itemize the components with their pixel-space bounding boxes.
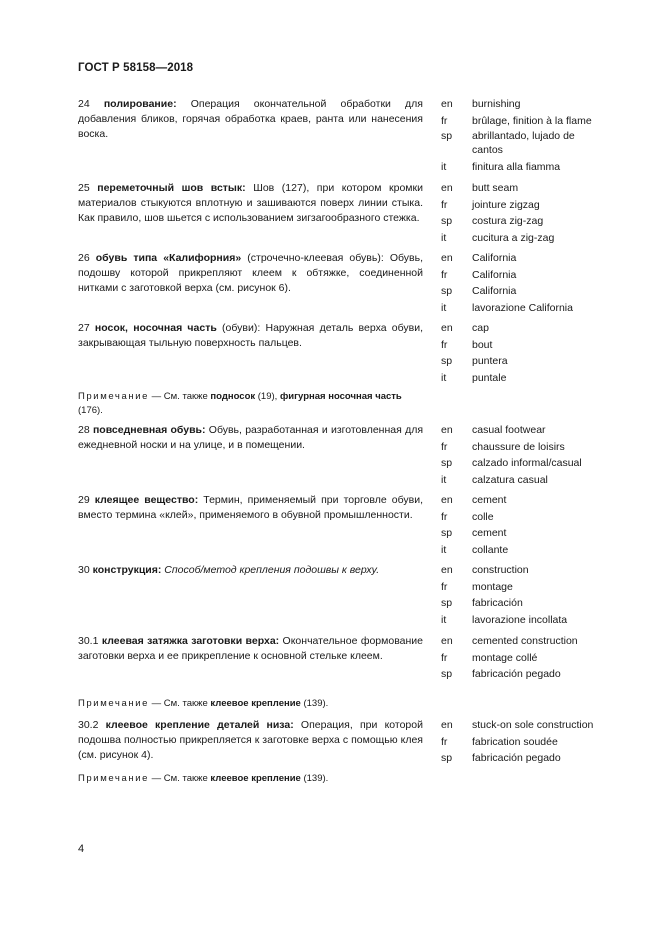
translation-term: butt seam (472, 182, 519, 194)
translation-term: casual footwear (472, 424, 546, 436)
note-text: — См. также (149, 698, 211, 709)
lang-code: it (441, 161, 447, 173)
lang-code: fr (441, 114, 448, 127)
translation-term: cement (472, 527, 507, 539)
translation-term: collante (472, 543, 509, 556)
lang-code: en (441, 98, 453, 110)
translation-term: calzatura casual (472, 473, 548, 486)
lang-code: en (441, 182, 453, 194)
lang-code: en (441, 494, 453, 506)
entry-number: 24 (78, 98, 90, 110)
translation-term: lavorazione incollata (472, 613, 568, 626)
translation-term: chaussure de loisirs (472, 440, 565, 453)
lang-code: en (441, 719, 453, 731)
translations-26 (441, 250, 632, 316)
note-30-2 (78, 772, 423, 786)
entry-term: обувь типа «Калифорния» (95, 252, 242, 264)
term-entry-29 (78, 493, 423, 523)
translation-term: fabrication soudée (472, 735, 558, 748)
note-label: Примечание (78, 773, 149, 784)
lang-code: fr (441, 268, 448, 281)
lang-code: fr (441, 338, 448, 351)
lang-code: fr (441, 651, 448, 664)
translation-term: montage (472, 580, 513, 593)
lang-code: fr (441, 510, 448, 523)
page-number: 4 (78, 843, 85, 855)
note-text: (139). (300, 773, 329, 784)
translations-25 (441, 180, 632, 246)
note-label: Примечание (78, 698, 149, 709)
translation-term: cucitura a zig-zag (472, 231, 555, 244)
note-text: — См. также (149, 773, 211, 784)
translation-term: abrillantado, lujado de cantos (472, 130, 575, 156)
term-entry-30-2 (78, 718, 423, 763)
translation-term: cap (472, 322, 489, 334)
entry-definition: (обуви): Наружная деталь верха обуви, закрывающая тыльную поверхность пальцев. (78, 322, 424, 349)
translation-term: costura zig-zag (472, 215, 544, 227)
lang-code: it (441, 613, 447, 626)
entry-term: конструкция: (92, 564, 162, 576)
translations-28 (441, 422, 632, 488)
lang-code: fr (441, 580, 448, 593)
entry-number: 30 (78, 564, 90, 576)
lang-code: it (441, 231, 447, 244)
lang-code: fr (441, 440, 448, 453)
entry-definition: Термин, применяемый при торговле обуви, вместо термина «клей», применяемого в обувной промышленности. (78, 494, 423, 521)
term-entry-30-1 (78, 634, 423, 664)
note-text: (19), (255, 391, 280, 402)
entry-definition: Операция, при которой подошва полностью прикрепляется к заготовке верха с помощью клея (см. рисунок 4). (78, 719, 423, 761)
entry-number: 25 (78, 182, 90, 194)
entry-term: клеевая затяжка заготовки верха: (101, 635, 280, 647)
lang-code: sp (441, 285, 453, 297)
lang-code: sp (441, 668, 453, 680)
entry-number: 26 (78, 252, 90, 264)
entry-definition: Способ/метод крепления подошвы к верху. (161, 564, 380, 576)
lang-code: it (441, 473, 447, 486)
entry-definition: Обувь, разработанная и изготовленная для ежедневной носки и на улице, и в помещении. (78, 424, 424, 451)
entry-definition: (строчечно-клеевая обувь): Обувь, подошву которой прикрепляют клеем к обтяжке, соединенной нитками с заготовкой верха (см. рисунок 6). (78, 252, 424, 294)
translations-29 (441, 492, 632, 558)
term-entry-30 (78, 563, 423, 578)
note-ref: фигурная носочная часть (279, 391, 402, 402)
lang-code: fr (441, 735, 448, 748)
entry-number: 27 (78, 322, 90, 334)
note-label: Примечание (78, 391, 149, 402)
translation-term: calzado informal/casual (472, 457, 582, 469)
translation-term: cement (472, 494, 507, 506)
note-text: (139). (300, 698, 329, 709)
term-entry-28 (78, 423, 423, 453)
lang-code: sp (441, 457, 453, 469)
translation-term: lavorazione California (472, 301, 573, 314)
lang-code: en (441, 635, 453, 647)
lang-code: en (441, 252, 453, 264)
translation-term: puntale (472, 371, 507, 384)
translation-term: California (472, 285, 517, 297)
entry-term: клеевое крепление деталей низа: (105, 719, 294, 731)
note-27 (78, 390, 423, 418)
term-entry-26 (78, 251, 423, 296)
translation-term: bout (472, 338, 493, 351)
translation-term: burnishing (472, 98, 521, 110)
document-header: ГОСТ Р 58158—2018 (78, 62, 194, 74)
entry-definition: Окончательное формование заготовки верха и ее прикрепление к основной стельке клеем. (78, 635, 423, 662)
translations-24 (441, 96, 632, 176)
lang-code: en (441, 564, 453, 576)
translations-30-2 (441, 717, 632, 767)
translations-30-1 (441, 633, 632, 683)
lang-code: fr (441, 198, 448, 211)
entry-term: полирование: (103, 98, 177, 110)
note-ref: клеевое крепление (210, 698, 301, 709)
term-entry-27 (78, 321, 423, 351)
entry-term: клеящее вещество: (94, 494, 199, 506)
lang-code: it (441, 543, 447, 556)
entry-term: переметочный шов встык: (97, 182, 246, 194)
lang-code: sp (441, 597, 453, 609)
translation-term: fabricación pegado (472, 668, 561, 680)
translation-term: California (472, 252, 517, 264)
translation-term: cemented construction (472, 635, 578, 647)
translation-term: California (472, 268, 517, 281)
term-entry-24 (78, 97, 423, 142)
entry-definition: Операция окончательной обработки для добавления бликов, горячая обработка краев, ранта или нанесения воска. (78, 98, 423, 140)
translation-term: fabricación pegado (472, 752, 561, 764)
translation-term: construction (472, 564, 529, 576)
note-30-1 (78, 697, 423, 711)
translations-30 (441, 562, 632, 628)
note-ref: подносок (210, 391, 256, 402)
entry-term: носок, носочная часть (94, 322, 217, 334)
translation-term: jointure zigzag (472, 198, 540, 211)
lang-code: sp (441, 527, 453, 539)
entry-number: 28 (78, 424, 90, 436)
note-ref: клеевое крепление (210, 773, 301, 784)
lang-code: it (441, 301, 447, 314)
note-text: — См. также (149, 391, 211, 402)
lang-code: it (441, 371, 447, 384)
lang-code: sp (441, 752, 453, 764)
translations-27 (441, 320, 632, 386)
translation-term: colle (472, 510, 494, 523)
lang-code: sp (441, 130, 453, 142)
translation-term: finitura alla fiamma (472, 161, 561, 173)
entry-term: повседневная обувь: (92, 424, 206, 436)
translation-term: brûlage, finition à la flame (472, 114, 592, 127)
lang-code: sp (441, 215, 453, 227)
lang-code: en (441, 424, 453, 436)
translation-term: stuck-on sole construction (472, 719, 594, 731)
entry-number: 29 (78, 494, 90, 506)
lang-code: en (441, 322, 453, 334)
translation-term: puntera (472, 355, 508, 367)
note-text: (176). (78, 405, 103, 416)
entry-definition: Шов (127), при котором кромки материалов стыкуются вплотную и зашиваются поверх линии стыка. Как правило, шов шьется с использованием зигзагообразного стежка. (78, 182, 423, 224)
entry-number: 30.2 (78, 719, 99, 731)
entry-number: 30.1 (78, 635, 99, 647)
lang-code: sp (441, 355, 453, 367)
translation-term: montage collé (472, 651, 538, 664)
term-entry-25 (78, 181, 423, 226)
translation-term: fabricación (472, 597, 523, 609)
